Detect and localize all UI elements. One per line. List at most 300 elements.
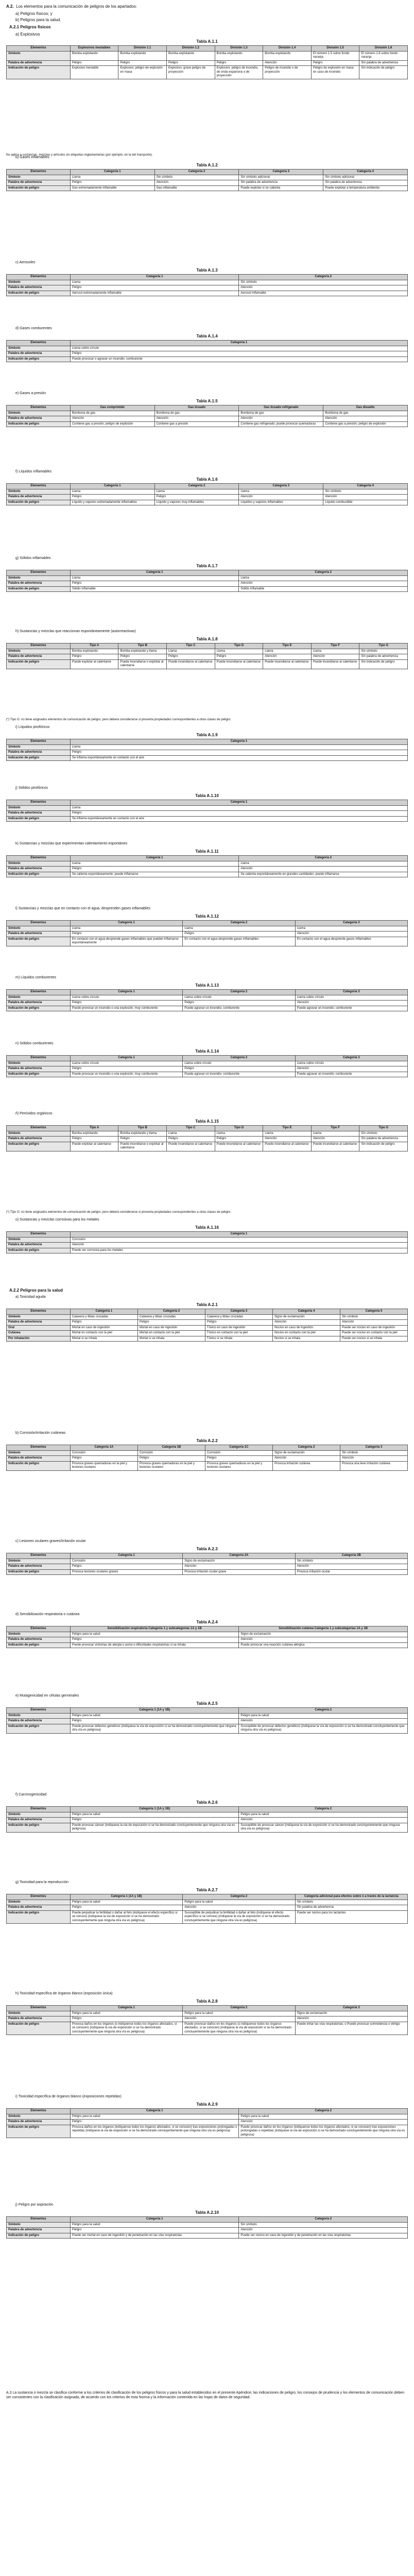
table-cell: Mortal si se inhala <box>70 1336 137 1342</box>
row-label: Cutánea <box>7 1331 71 1336</box>
table-cell: Llama <box>215 649 263 654</box>
table-row <box>7 1461 408 1470</box>
row-label: Símbolo <box>7 1061 71 1066</box>
header-cell: Tipo A <box>70 1126 118 1131</box>
row-label: Palabra de advertencia <box>7 931 71 937</box>
table <box>6 2216 408 2239</box>
table-cell: Sin símbolo <box>359 649 408 654</box>
table-row <box>7 1142 408 1151</box>
header-cell: Categoría adicional para efectos sobre o a través de la lactancia <box>295 1894 407 1900</box>
table-cell: Puede incendiarse al calentarse <box>215 1142 263 1151</box>
table-caption: Tabla A.1.11 <box>195 849 219 854</box>
hazard-table <box>6 1119 408 1151</box>
table-caption: Tabla A.1.13 <box>195 983 219 988</box>
table-cell: Peligro <box>137 1320 205 1326</box>
header-cell: Elementos <box>7 800 71 806</box>
row-label: Símbolo <box>7 861 71 867</box>
table-header-row <box>7 1708 408 1714</box>
table-cell: Sin símbolo <box>239 280 408 285</box>
hazard-table <box>6 163 408 191</box>
header-cell: Categoría 1 <box>70 341 407 346</box>
table-row <box>7 861 408 867</box>
table-cell: Explosivo; grave peligro de proyección <box>167 66 215 79</box>
table-row <box>7 1131 408 1137</box>
table-cell: Llama <box>154 489 239 495</box>
header-cell: Tipo B <box>118 1126 167 1131</box>
row-label: Indicación de peligro <box>7 1642 71 1648</box>
header-cell: Gas disuelto <box>323 405 408 411</box>
table-caption: Tabla A.1.8 <box>196 637 218 641</box>
table-cell: Puede ser nocivo en caso de ingestión y de penetración en las vías respiratorias <box>239 2233 408 2239</box>
table-cell: Peligro <box>70 2120 239 2125</box>
row-label: Indicación de peligro <box>7 291 71 296</box>
table-row <box>7 411 408 416</box>
row-label: Palabra de advertencia <box>7 60 71 66</box>
header-cell: Elementos <box>7 1232 71 1238</box>
table-cell: Peligro <box>205 1456 272 1462</box>
table-row <box>7 2022 408 2035</box>
table-caption: Tabla A.1.15 <box>195 1119 219 1124</box>
table-cell: Llama sobre círculo <box>183 995 295 1001</box>
row-label: Indicación de peligro <box>7 2125 71 2138</box>
subsection-label: b) Corrosión/irritación cutáneas <box>15 1431 66 1435</box>
table-row <box>7 867 408 872</box>
table-cell: Signo de exclamación <box>239 1632 408 1637</box>
table-cell: Bombona de gas <box>70 411 154 416</box>
subsection-label: m) Líquidos comburentes <box>15 976 56 979</box>
table-cell: Llama <box>70 926 182 931</box>
table-cell: Sin símbolo <box>359 1131 408 1137</box>
table <box>6 1707 408 1734</box>
table-cell: Peligro para la salud <box>183 2011 295 2016</box>
row-label: Símbolo <box>7 1812 71 1818</box>
table-row <box>7 654 408 660</box>
table-cell: Bomba explotando <box>70 51 118 60</box>
table-header-row <box>7 405 408 411</box>
header-cell: Elementos <box>7 1708 71 1714</box>
table-cell: Sin símbolo <box>340 1450 407 1456</box>
header-cell: Categoría 2 <box>183 1056 295 1061</box>
header-cell: Elementos <box>7 1309 71 1315</box>
table-cell: Puede agravar un incendio; comburente <box>295 1072 407 1077</box>
header-cell: Categoría 1 <box>70 275 239 280</box>
header-cell: Categoría 1B <box>137 1445 205 1451</box>
table-cell: Peligro <box>118 654 167 660</box>
row-label: Símbolo <box>7 744 71 750</box>
table-cell: Sin palabra de advertencia <box>323 180 408 186</box>
table-row <box>7 744 408 750</box>
table-cell: Peligro <box>167 1137 215 1142</box>
table-cell: Atención <box>323 495 408 500</box>
table-cell: Peligro <box>70 1637 239 1643</box>
subsection-label: ñ) Peróxidos orgánicos <box>15 1112 53 1115</box>
table-cell: Mortal en contacto con la piel <box>70 1331 137 1336</box>
table-cell: Provoca graves quemaduras en la piel y lesiones oculares <box>70 1461 137 1470</box>
header-cell: Categoría 1 <box>70 1232 407 1238</box>
hazard-table <box>6 733 408 761</box>
table-cell: Sin indicación de peligro <box>359 66 408 79</box>
table-caption: Tabla A.2.8 <box>196 1999 218 2004</box>
table-header-row <box>7 2217 408 2223</box>
header-cell: Categoría 3 <box>295 990 407 995</box>
header-cell: Elementos <box>7 570 71 576</box>
table-cell: Puede agravar un incendio; comburente <box>183 1072 295 1077</box>
table-cell: Corrosión <box>205 1450 272 1456</box>
table-row <box>7 351 408 357</box>
table-cell: Atención <box>295 1066 407 1072</box>
row-label: Indicación de peligro <box>7 1142 71 1151</box>
row-label: Símbolo <box>7 926 71 931</box>
table-row <box>7 416 408 422</box>
table-cell: Atención <box>154 416 239 422</box>
table-cell: Peligro <box>137 1456 205 1462</box>
table-cell: Signo de exclamación <box>272 1450 340 1456</box>
header-cell: Categoría 1 <box>70 921 182 926</box>
table-cell: Peligro <box>70 495 154 500</box>
subsection-label: a) Explosivos <box>15 32 40 37</box>
table-cell: Sólido inflamable <box>70 586 239 592</box>
table-cell: Tóxico si se inhala <box>205 1336 272 1342</box>
table-row <box>7 1072 408 1077</box>
row-label: Símbolo <box>7 1131 71 1137</box>
subsection-label: j) Peligro por aspiración <box>15 2203 54 2207</box>
row-label: Indicación de peligro <box>7 66 71 79</box>
table-row <box>7 816 408 822</box>
header-cell: Categoría 1A <box>70 1445 137 1451</box>
table-row <box>7 750 408 756</box>
subsection-label: i) Líquidos pirofóricos <box>15 725 50 729</box>
subsection-label: g) Toxicidad para la reproducción <box>15 1880 68 1884</box>
row-label: Palabra de advertencia <box>7 1564 71 1570</box>
table-cell: Puede ser nocivo si se inhala <box>340 1336 407 1342</box>
header-cell: Categoría 2 <box>154 484 239 489</box>
table-row <box>7 2125 408 2138</box>
row-label: Símbolo <box>7 346 71 351</box>
row-label: Símbolo <box>7 2011 71 2016</box>
table-cell: Peligro para la salud <box>70 1632 239 1637</box>
row-label: Indicación de peligro <box>7 1072 71 1077</box>
table-cell: Puede incendiarse o explotar al calentarse <box>118 659 167 669</box>
row-label: Indicación de peligro <box>7 937 71 946</box>
header-cell: Categoría 2 <box>183 2006 295 2011</box>
row-label: Símbolo <box>7 51 71 60</box>
table-cell: Mortal en contacto con la piel <box>137 1331 205 1336</box>
table-cell: Tóxico en caso de ingestión <box>205 1325 272 1331</box>
table-cell: Nocivo en contacto con la piel <box>272 1331 340 1336</box>
table-cell: Puede provocar daños en los órganos (o indíquense todos los órganos afectados, si se conocen) (indíquese la vía de exposición si se ha demostrado concluyentemente que ninguna otra vía es peligrosa) <box>183 2022 295 2035</box>
table-row <box>7 937 408 946</box>
table-cell: Llama <box>311 649 359 654</box>
table-cell: Atención <box>239 416 323 422</box>
table-cell: Peligro <box>70 351 407 357</box>
table <box>6 855 408 877</box>
header-cell: Categoría 1 (1A y 1B) <box>70 1807 239 1812</box>
table-cell: Aerosol inflamable <box>239 291 408 296</box>
table-cell: Llama sobre círculo <box>295 1061 407 1066</box>
table-caption: Tabla A.1.7 <box>196 564 218 568</box>
table-cell: Peligro <box>183 931 295 937</box>
table <box>6 1894 408 1924</box>
table-row <box>7 575 408 581</box>
table-cell: Puede incendiarse al calentarse <box>311 659 359 669</box>
subsection-label: e) Gases a presión <box>15 392 46 395</box>
section-heading: A.2. Los elementos para la comunicación de peligros de los apartados: <box>6 4 137 9</box>
table-header-row <box>7 46 408 52</box>
row-label: Símbolo <box>7 411 71 416</box>
table <box>6 643 408 669</box>
table <box>6 274 408 296</box>
table-cell: Peligro de incendio o de proyección <box>263 66 312 79</box>
table-header-row <box>7 170 408 175</box>
table-cell: Contiene gas a presión; peligro de explosión <box>323 421 408 427</box>
table-cell: Atención <box>239 1719 408 1724</box>
table-cell: Atención <box>183 2016 295 2022</box>
header-cell: Categoría 2 <box>137 1309 205 1315</box>
table-cell: Llama <box>70 575 239 581</box>
table-cell: Atención <box>239 2228 408 2233</box>
table-cell: En contacto con el agua desprende gases inflamables <box>183 937 295 946</box>
table-cell: Susceptible de provocar defectos genéticos (indíquese la vía de exposición si se ha demostrado concluyentemente que ninguna otra vía es peligrosa) <box>239 1724 408 1733</box>
table-row <box>7 805 408 811</box>
row-label: Palabra de advertencia <box>7 654 71 660</box>
table-cell: Provoca irritación cutánea <box>272 1461 340 1470</box>
table-caption: Tabla A.2.1 <box>196 1302 218 1307</box>
row-label: Indicación de peligro <box>7 1910 71 1924</box>
table-cell: Provoca una leve irritación cutánea <box>340 1461 407 1470</box>
table-cell: Puede agravar un incendio; comburente <box>183 1006 295 1011</box>
header-cell: Categoría 1C <box>205 1445 272 1451</box>
table-caption: Tabla A.1.10 <box>195 793 219 798</box>
table-cell: Peligro <box>118 1137 167 1142</box>
table <box>6 1806 408 1833</box>
table-cell: Sin palabra de advertencia <box>295 1905 407 1911</box>
table-cell: Puede incendiarse o explotar al calentarse <box>118 1142 167 1151</box>
row-label: Indicación de peligro <box>7 2233 71 2239</box>
table-cell: Se calienta espontáneamente; puede inflamarse <box>70 872 239 877</box>
table-row <box>7 2228 408 2233</box>
table-cell: Llama <box>311 1131 359 1137</box>
table <box>6 483 408 505</box>
table-cell: Puede provocar defectos genéticos (indíquese la vía de exposición si se ha demostrado concluyentemente que ninguna otra vía es peligrosa) <box>70 1724 239 1733</box>
table-header-row <box>7 1309 408 1315</box>
header-cell: Categoría 3 <box>295 921 407 926</box>
table-row <box>7 1066 408 1072</box>
table-cell: Puede explotar a temperatura ambiente <box>323 185 408 191</box>
row-label: Palabra de advertencia <box>7 1243 71 1248</box>
table-row <box>7 2011 408 2016</box>
table-row <box>7 1818 408 1823</box>
table-footnote: (*) Tipo G: no tiene asignados elementos de comunicación de peligro, pero deberá considerarse si presenta propiedades correspondientes a otras clases de peligro. <box>6 1211 231 1214</box>
table-cell: Llama <box>70 861 239 867</box>
table-cell: Atención <box>295 931 407 937</box>
table-cell: Bombona de gas <box>154 411 239 416</box>
table-cell: Peligro <box>215 60 263 66</box>
header-cell: Gas licuado refrigerado <box>239 405 323 411</box>
table-row <box>7 357 408 362</box>
header-cell: Elementos <box>7 643 71 649</box>
row-label: Símbolo <box>7 1900 71 1905</box>
table-cell: Sólido inflamable <box>239 586 408 592</box>
header-cell: Categoría 2 <box>183 921 295 926</box>
table-cell: Puede explotar si se calienta <box>239 185 323 191</box>
row-label: Palabra de advertencia <box>7 2120 71 2125</box>
list-item: a) Peligros físicos; y <box>15 11 53 16</box>
row-label: Indicación de peligro <box>7 1724 71 1733</box>
table-cell: Sin símbolo <box>295 1900 407 1905</box>
table-cell: Atención <box>70 1243 407 1248</box>
table-row <box>7 1248 408 1253</box>
table-cell: Llama <box>70 280 239 285</box>
table-caption: Tabla A.2.7 <box>196 1888 218 1892</box>
table-cell: Provoca graves quemaduras en la piel y lesiones oculares <box>205 1461 272 1470</box>
table-row <box>7 1320 408 1326</box>
table-cell: Llama sobre círculo <box>70 346 407 351</box>
table-row <box>7 659 408 669</box>
table-cell: Peligro <box>70 1818 239 1823</box>
table <box>6 1309 408 1342</box>
header-cell: Categoría 2 <box>239 856 408 861</box>
table-cell: Llama <box>183 926 295 931</box>
header-cell: Elementos <box>7 405 71 411</box>
table-row <box>7 1001 408 1006</box>
table-cell: Llama <box>167 649 215 654</box>
table-cell: Peligro <box>70 2016 182 2022</box>
row-label: Palabra de advertencia <box>7 1456 71 1462</box>
row-label: Símbolo <box>7 175 71 180</box>
table-cell: Corrosión <box>137 1450 205 1456</box>
table-cell: Atención <box>323 416 408 422</box>
row-label: Palabra de advertencia <box>7 1905 71 1911</box>
table-header-row <box>7 484 408 489</box>
row-label: Por inhalación <box>7 1336 71 1342</box>
table <box>6 1445 408 1471</box>
table-cell: Signo de exclamación <box>183 1558 295 1564</box>
header-cell: Elementos <box>7 2006 71 2011</box>
table-cell: Bomba explotando <box>118 51 167 60</box>
table-header-row <box>7 2109 408 2114</box>
header-cell: Elementos <box>7 1553 71 1559</box>
header-cell: Categoría 2B <box>295 1553 407 1559</box>
table-cell: Puede provocar un incendio o una explosión; muy comburente <box>70 1006 182 1011</box>
row-label: Símbolo <box>7 575 71 581</box>
row-label: Indicación de peligro <box>7 586 71 592</box>
table-cell: Nocivo en caso de ingestión <box>272 1325 340 1331</box>
header-cell: Tipo D <box>215 1126 263 1131</box>
table-cell: Puede explotar al calentarse <box>70 659 118 669</box>
row-label: Símbolo <box>7 1558 71 1564</box>
table-header-row <box>7 1126 408 1131</box>
table-row <box>7 489 408 495</box>
subsection-label: o) Sustancias y mezclas corrosivas para los metales <box>15 1218 99 1222</box>
table-cell: Peligro <box>167 654 215 660</box>
table-cell: Puede perjudicar la fertilidad o dañar al feto (indíquese el efecto específico si se conoce) (indíquese la vía de exposición si se ha demostrado concluyentemente que ninguna otra vía es peligrosa) <box>70 1910 182 1924</box>
table-caption: Tabla A.1.12 <box>195 914 219 919</box>
header-cell: Categoría 2 <box>239 2109 408 2114</box>
table-cell: Líquido combustible <box>323 500 408 505</box>
row-label: Palabra de advertencia <box>7 416 71 422</box>
table-header-row <box>7 921 408 926</box>
header-cell: Categoría 1 <box>70 739 407 745</box>
table-cell: Peligro para la salud <box>70 1713 239 1719</box>
header-cell: Elementos <box>7 1894 71 1900</box>
row-label: Símbolo <box>7 1713 71 1719</box>
table-cell: Bombona de gas <box>239 411 323 416</box>
table-cell: El número 1.6 sobre fondo naranja <box>359 51 408 60</box>
table-row <box>7 1456 408 1462</box>
header-cell: Elementos <box>7 275 71 280</box>
table <box>6 45 408 79</box>
table-cell: Puede irritar las vías respiratorias; o Puede provocar somnolencia o vértigo <box>295 2022 407 2035</box>
row-label: Indicación de peligro <box>7 1248 71 1253</box>
table-caption: Tabla A.2.3 <box>196 1547 218 1551</box>
table-cell: Peligro para la salud <box>70 1812 239 1818</box>
table-row <box>7 280 408 285</box>
table-cell: Nocivo si se inhala <box>272 1336 340 1342</box>
row-label: Símbolo <box>7 280 71 285</box>
header-cell: División 1.4 <box>263 46 312 52</box>
table-cell: Llama <box>239 575 408 581</box>
hazard-table <box>6 2102 408 2138</box>
table <box>6 1231 408 1253</box>
header-cell: Elementos <box>7 170 71 175</box>
table-cell: Puede incendiarse al calentarse <box>215 659 263 669</box>
table-cell: Bomba explotando <box>263 51 312 60</box>
row-label: Indicación de peligro <box>7 185 71 191</box>
subsection-label: n) Sólidos comburentes <box>15 1042 54 1045</box>
row-label: Palabra de advertencia <box>7 1818 71 1823</box>
table-cell: Atención <box>239 581 408 587</box>
table-row <box>7 1569 408 1575</box>
subsection-label: h) Toxicidad específica de órganos blanco (exposición única) <box>15 1992 113 1995</box>
subsection-label: d) Sensibilización respiratoria o cutánea <box>15 1613 80 1616</box>
table-row <box>7 1331 408 1336</box>
table-row <box>7 1564 408 1570</box>
table-cell: En contacto con el agua desprende gases inflamables que pueden inflamarse espontáneamente <box>70 937 182 946</box>
hazard-table <box>6 1701 408 1734</box>
table-cell: Atención <box>263 60 312 66</box>
row-label: Palabra de advertencia <box>7 1137 71 1142</box>
row-label: Palabra de advertencia <box>7 495 71 500</box>
table-header-row <box>7 341 408 346</box>
table-row <box>7 926 408 931</box>
table-cell: Corrosión <box>70 1237 407 1243</box>
table-row <box>7 175 408 180</box>
table-cell: Sin símbolo adicional <box>323 175 408 180</box>
table-cell: Aerosol extremadamente inflamable <box>70 291 239 296</box>
table <box>6 2108 408 2138</box>
table-cell: Provoca irritación ocular <box>295 1569 407 1575</box>
table <box>6 739 408 761</box>
subsection-label: h) Sustancias y mezclas que reaccionan espontáneamente (autorreactivas) <box>15 630 136 633</box>
table-row <box>7 1632 408 1637</box>
table-row <box>7 581 408 587</box>
header-cell: Categoría 3 <box>239 484 323 489</box>
header-cell: Elementos <box>7 2109 71 2114</box>
row-label: Indicación de peligro <box>7 500 71 505</box>
table-row <box>7 649 408 654</box>
table-cell: Llama <box>70 744 407 750</box>
table-caption: Tabla A.1.9 <box>196 733 218 737</box>
header-cell: Categoría 5 <box>340 1309 407 1315</box>
table-row <box>7 1558 408 1564</box>
subsection-label: f) Líquidos inflamables <box>15 470 52 473</box>
table-row <box>7 1719 408 1724</box>
header-cell: Tipo G <box>359 643 408 649</box>
table-cell: Peligro para la salud <box>70 2114 239 2120</box>
table-cell: Peligro <box>70 285 239 291</box>
table-cell: Peligro <box>183 1001 295 1006</box>
table-cell: Gas extremadamente inflamable <box>70 185 154 191</box>
